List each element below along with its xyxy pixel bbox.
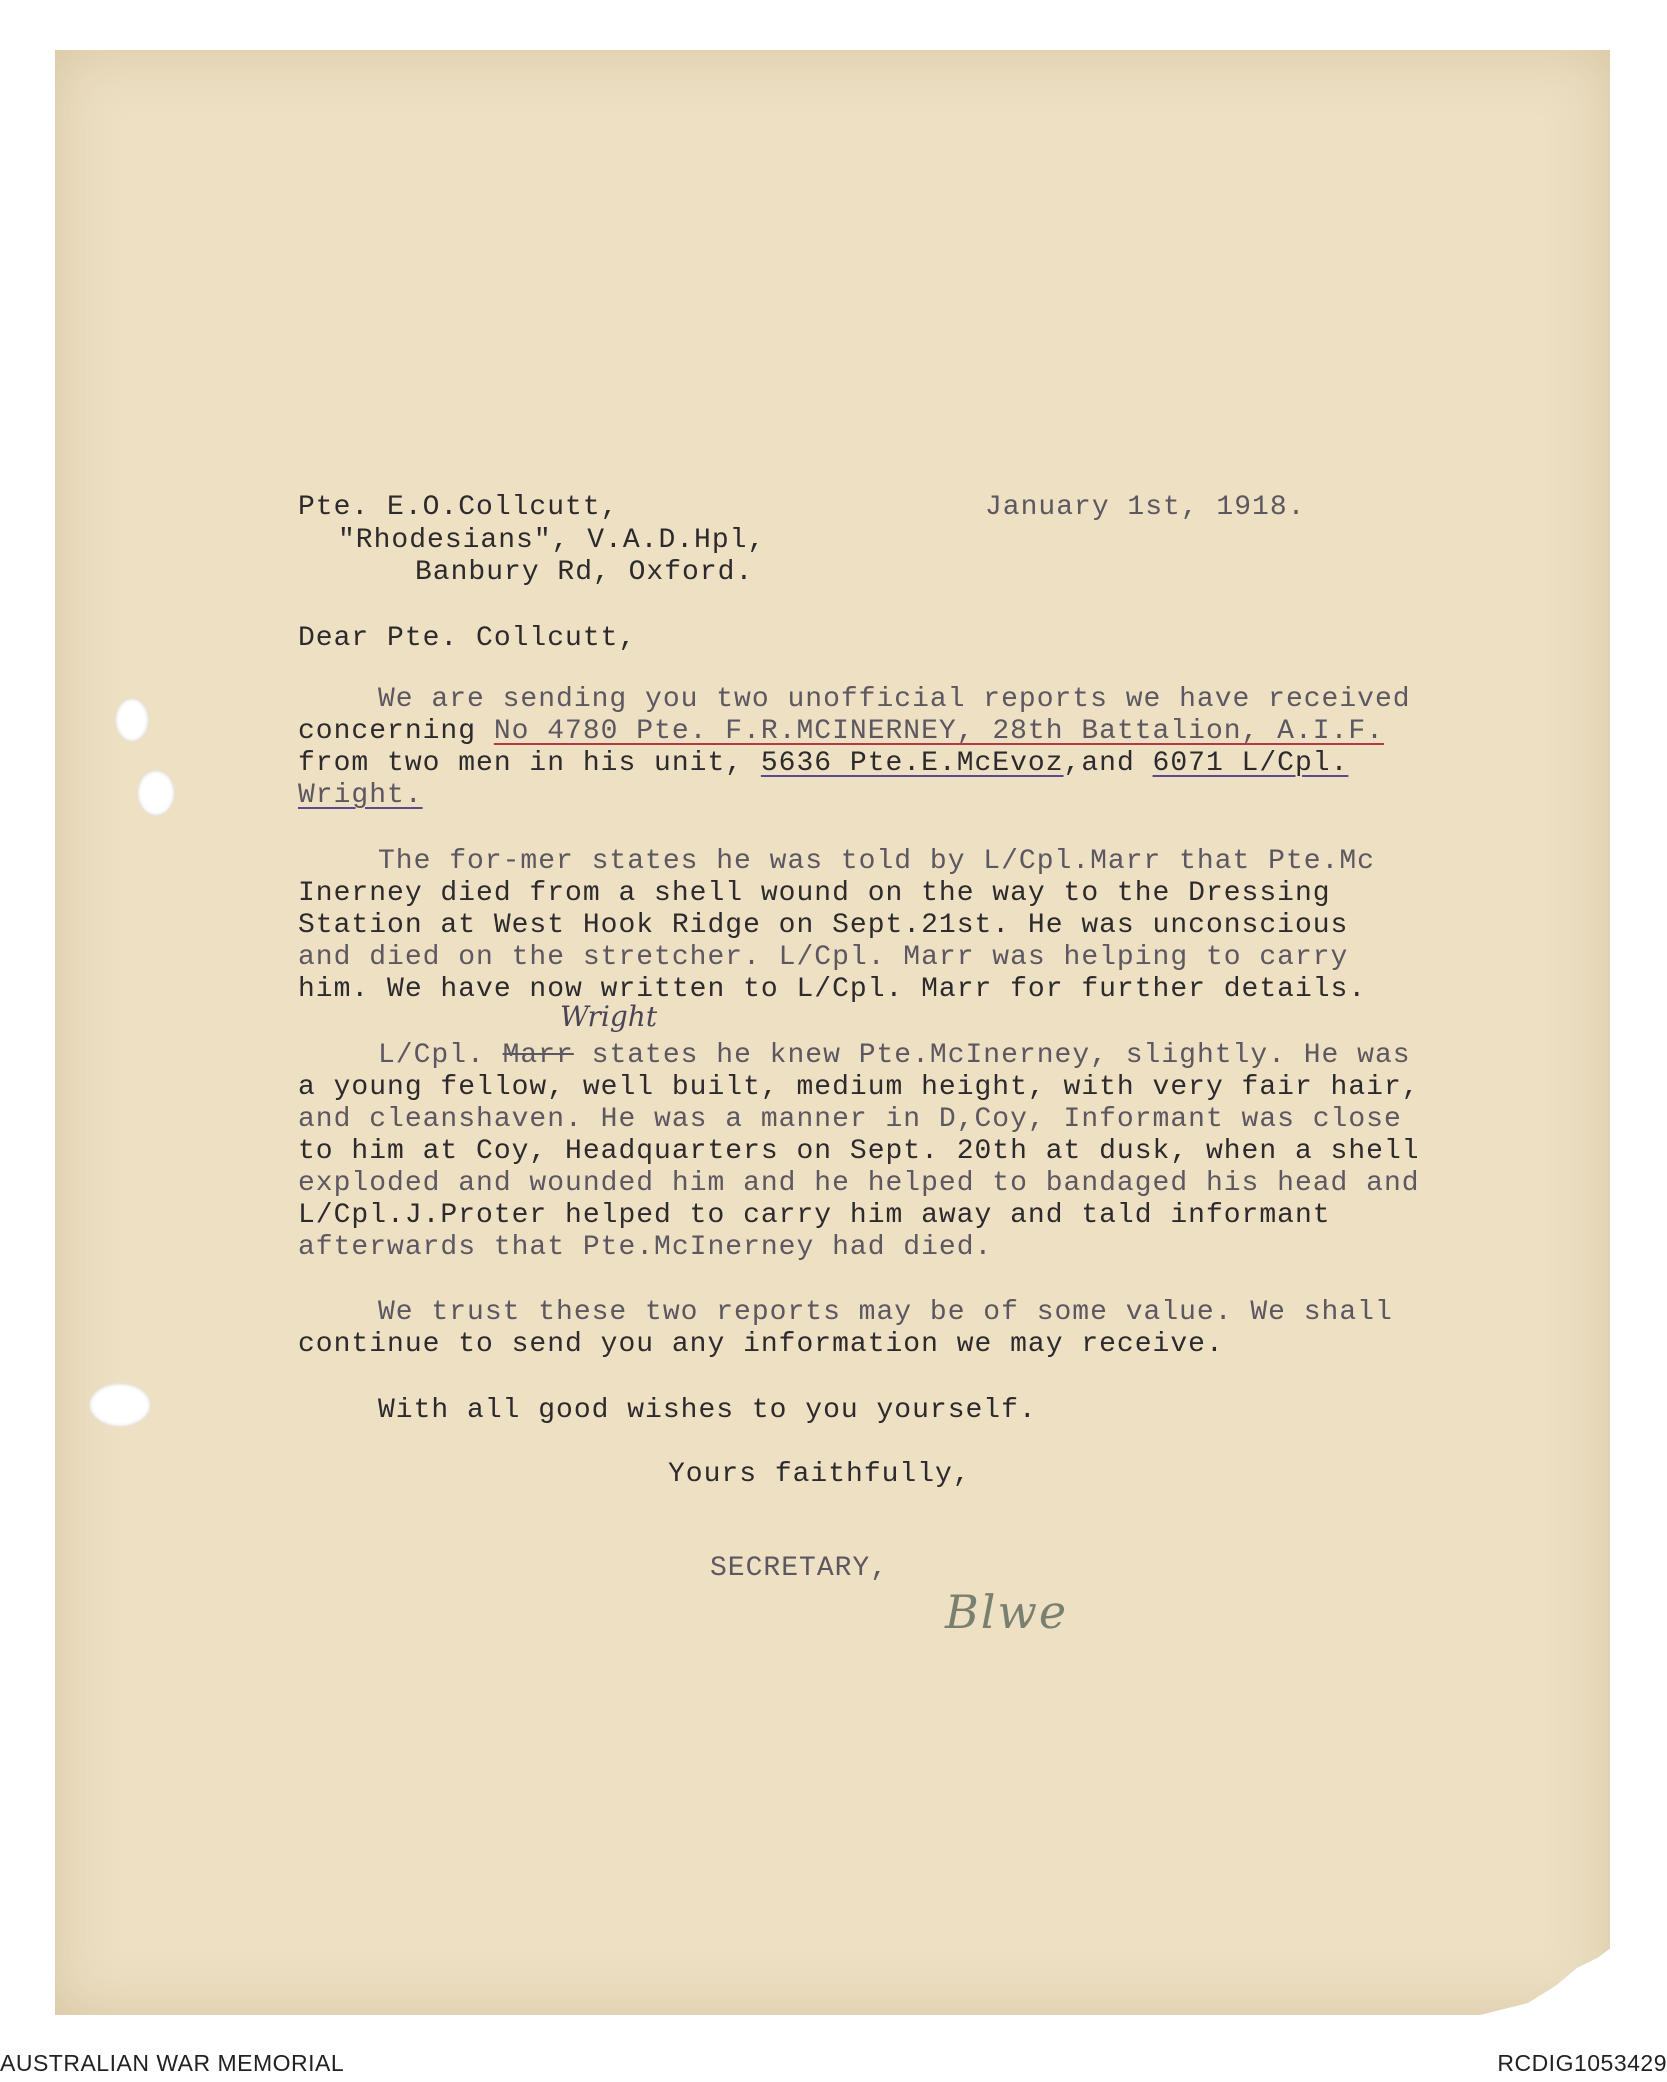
informant-2-reference: 6071 L/Cpl.	[1152, 748, 1349, 779]
paragraph-3-line-1	[378, 1040, 1411, 1072]
recipient-name: Pte. E.O.Collcutt,	[298, 492, 619, 523]
signoff-title: SECRETARY,	[710, 1553, 889, 1584]
text-segment: states he knew Pte.McInerney, slightly. He was	[573, 1040, 1411, 1071]
text-segment: concerning	[298, 716, 494, 747]
closing-line: Yours faithfully,	[668, 1459, 971, 1490]
paragraph-3-line-7: afterwards that Pte.McInerney had died.	[298, 1232, 993, 1263]
archive-footer-left: AUSTRALIAN WAR MEMORIAL	[0, 2050, 345, 2076]
paragraph-2-line-2: Inerney died from a shell wound on the way to the Dressing	[298, 878, 1331, 909]
paragraph-2-line-5: him. We have now written to L/Cpl. Marr for further details.	[298, 974, 1367, 1005]
recipient-address-line3: Banbury Rd, Oxford.	[415, 557, 754, 588]
paragraph-2-line-4: and died on the stretcher. L/Cpl. Marr was helping to carry	[298, 942, 1349, 973]
informant-1-reference: 5636 Pte.E.McEvoz	[760, 748, 1064, 779]
text-segment: ,and	[1063, 748, 1153, 779]
struck-out-name: Marr	[502, 1040, 574, 1071]
letter-paper	[55, 50, 1610, 2015]
punch-hole-bottom	[89, 1383, 151, 1427]
paragraph-3-line-3: and cleanshaven. He was a manner in D,Coy, Informant was close	[298, 1104, 1402, 1135]
archive-footer-right: RCDIG1053429	[1497, 2050, 1667, 2076]
paragraph-1-line-4	[298, 780, 423, 812]
paragraph-2-line-3: Station at West Hook Ridge on Sept.21st. He was unconscious	[298, 910, 1349, 941]
informant-2-name: Wright.	[298, 780, 423, 811]
text-segment: from two men in his unit,	[298, 748, 761, 779]
handwritten-signature: Blwe	[945, 1585, 1069, 1639]
salutation: Dear Pte. Collcutt,	[298, 623, 637, 654]
recipient-address-line2: "Rhodesians", V.A.D.Hpl,	[338, 525, 766, 556]
soldier-reference: No 4780 Pte. F.R.MCINERNEY, 28th Battalion, A.I.F.	[493, 716, 1384, 747]
paragraph-3-line-4: to him at Coy, Headquarters on Sept. 20th at dusk, when a shell	[298, 1136, 1420, 1167]
paragraph-1-line-2	[298, 716, 1384, 748]
paragraph-2-line-1: The for-mer states he was told by L/Cpl.Marr that Pte.Mc	[378, 846, 1375, 877]
torn-corner	[1472, 1947, 1612, 2017]
paragraph-1-line-3	[298, 748, 1348, 780]
paragraph-3-line-5: exploded and wounded him and he helped to bandaged his head and	[298, 1168, 1420, 1199]
punch-hole-top	[115, 698, 149, 742]
paragraph-3-line-2: a young fellow, well built, medium height, with very fair hair,	[298, 1072, 1420, 1103]
punch-hole-middle	[137, 770, 175, 816]
paragraph-4-line-2: continue to send you any information we may receive.	[298, 1329, 1224, 1360]
paragraph-4-line-1: We trust these two reports may be of some value. We shall	[378, 1297, 1393, 1328]
good-wishes-line: With all good wishes to you yourself.	[378, 1395, 1037, 1426]
handwritten-correction: Wright	[560, 1000, 658, 1033]
text-segment: L/Cpl.	[378, 1040, 503, 1071]
paragraph-1-line-1: We are sending you two unofficial reports we have received	[378, 684, 1411, 715]
letter-date: January 1st, 1918.	[985, 492, 1306, 523]
paragraph-3-line-6: L/Cpl.J.Proter helped to carry him away and tald informant	[298, 1200, 1331, 1231]
